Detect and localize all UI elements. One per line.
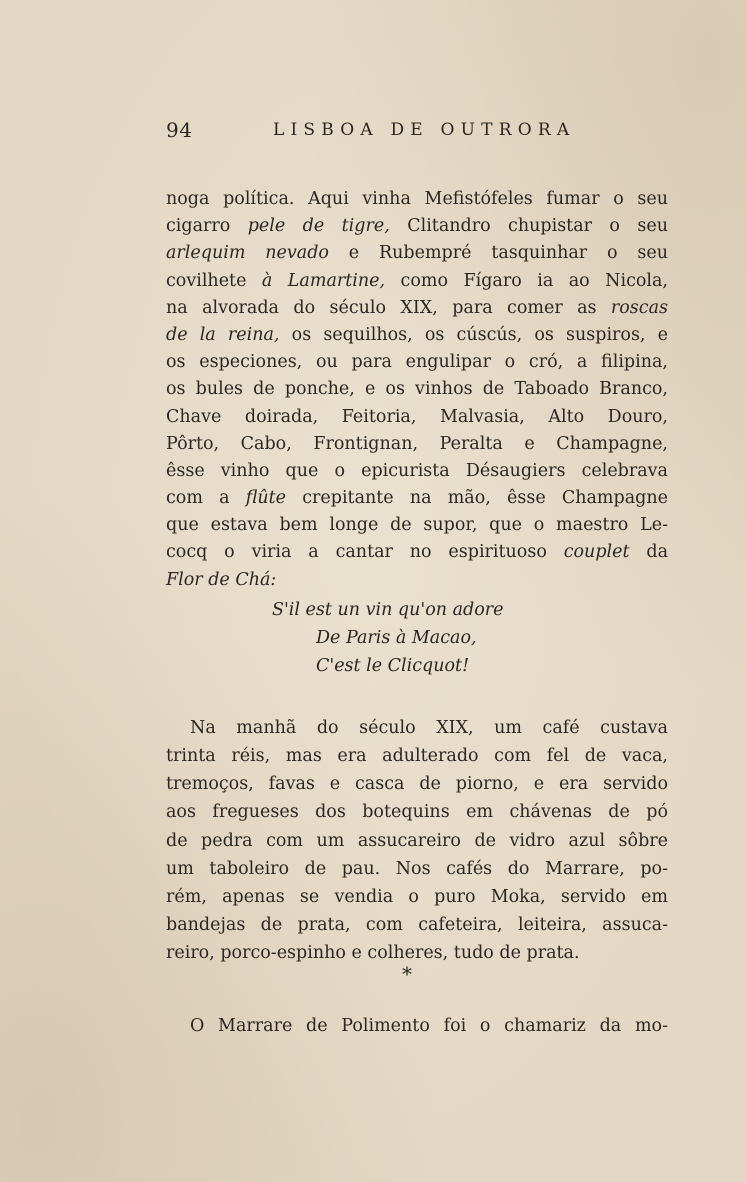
verse-line: S'il est un vin qu'on adore bbox=[272, 599, 504, 620]
page-header bbox=[166, 118, 666, 148]
text-line: trinta réis, mas era adulterado com fel de vaca, bbox=[166, 746, 668, 766]
text-line: na alvorada do século XIX, para comer as roscas bbox=[166, 297, 668, 318]
text-line: noga política. Aqui vinha Mefistófeles fumar o seu bbox=[166, 189, 668, 209]
text-line: Pôrto, Cabo, Frontignan, Peralta e Champagne, bbox=[166, 433, 668, 454]
italic-text: à Lamartine, bbox=[261, 270, 386, 291]
text-line: de la reina, os sequilhos, os cúscús, os suspiros, e bbox=[166, 324, 668, 345]
text-line: cocq o viria a cantar no espirituoso couplet da bbox=[166, 542, 668, 563]
text-line: covilhete à Lamartine, como Fígaro ia ao Nicola, bbox=[166, 270, 668, 291]
text-line: cigarro pele de tigre, Clitandro chupistar o seu bbox=[166, 216, 668, 237]
verse-line: C'est le Clicquot! bbox=[316, 655, 470, 676]
running-title: LISBOA DE OUTRORA bbox=[273, 120, 576, 140]
paragraph-2 bbox=[166, 714, 668, 968]
text-line: arlequim nevado e Rubempré tasquinhar o seu bbox=[166, 243, 668, 264]
text-line: bandejas de prata, com cafeteira, leiteira, assuca- bbox=[166, 915, 668, 936]
text-line: êsse vinho que o epicurista Désaugiers celebrava bbox=[166, 460, 668, 481]
text-line: os bules de ponche, e os vinhos de Taboado Branco, bbox=[166, 379, 668, 400]
text-line: que estava bem longe de supor, que o maestro Le- bbox=[166, 515, 668, 536]
text-line: rém, apenas se vendia o puro Moka, servido em bbox=[166, 886, 668, 907]
text-line: com a flûte crepitante na mão, êsse Champagne bbox=[166, 488, 668, 509]
italic-text: arlequim nevado bbox=[166, 243, 329, 264]
verse-quote bbox=[166, 596, 668, 680]
section-separator: * bbox=[402, 962, 412, 986]
text-line: Na manhã do século XIX, um café custava bbox=[190, 717, 668, 738]
text-line bbox=[166, 567, 668, 594]
italic-text: roscas bbox=[610, 297, 668, 318]
text-line: Chave doirada, Feitoria, Malvasia, Alto Douro, bbox=[166, 406, 668, 427]
italic-text: flûte bbox=[245, 488, 287, 509]
text-line: de pedra com um assucareiro de vidro azul sôbre bbox=[166, 830, 668, 851]
text-line: O Marrare de Polimento foi o chamariz da mo- bbox=[190, 1016, 668, 1036]
italic-text: pele de tigre, bbox=[247, 216, 390, 237]
text-line: os especiones, ou para engulipar o cró, a filipina, bbox=[166, 352, 668, 373]
text-line: aos fregueses dos botequins em chávenas de pó bbox=[166, 802, 668, 823]
body-text bbox=[166, 186, 668, 968]
page-number: 94 bbox=[166, 118, 193, 142]
text-line: reiro, porco-espinho e colheres, tudo de prata. bbox=[166, 943, 580, 964]
italic-text: couplet bbox=[563, 542, 630, 563]
italic-text: Flor de Chá: bbox=[166, 569, 277, 590]
paragraph-3 bbox=[166, 1012, 668, 1040]
italic-text: de la reina, bbox=[166, 324, 280, 345]
text-line: um taboleiro de pau. Nos cafés do Marrare, po- bbox=[166, 858, 668, 879]
paragraph-1 bbox=[166, 186, 668, 594]
text-line: tremoços, favas e casca de piorno, e era servido bbox=[166, 774, 668, 795]
verse-line: De Paris à Macao, bbox=[316, 627, 477, 648]
